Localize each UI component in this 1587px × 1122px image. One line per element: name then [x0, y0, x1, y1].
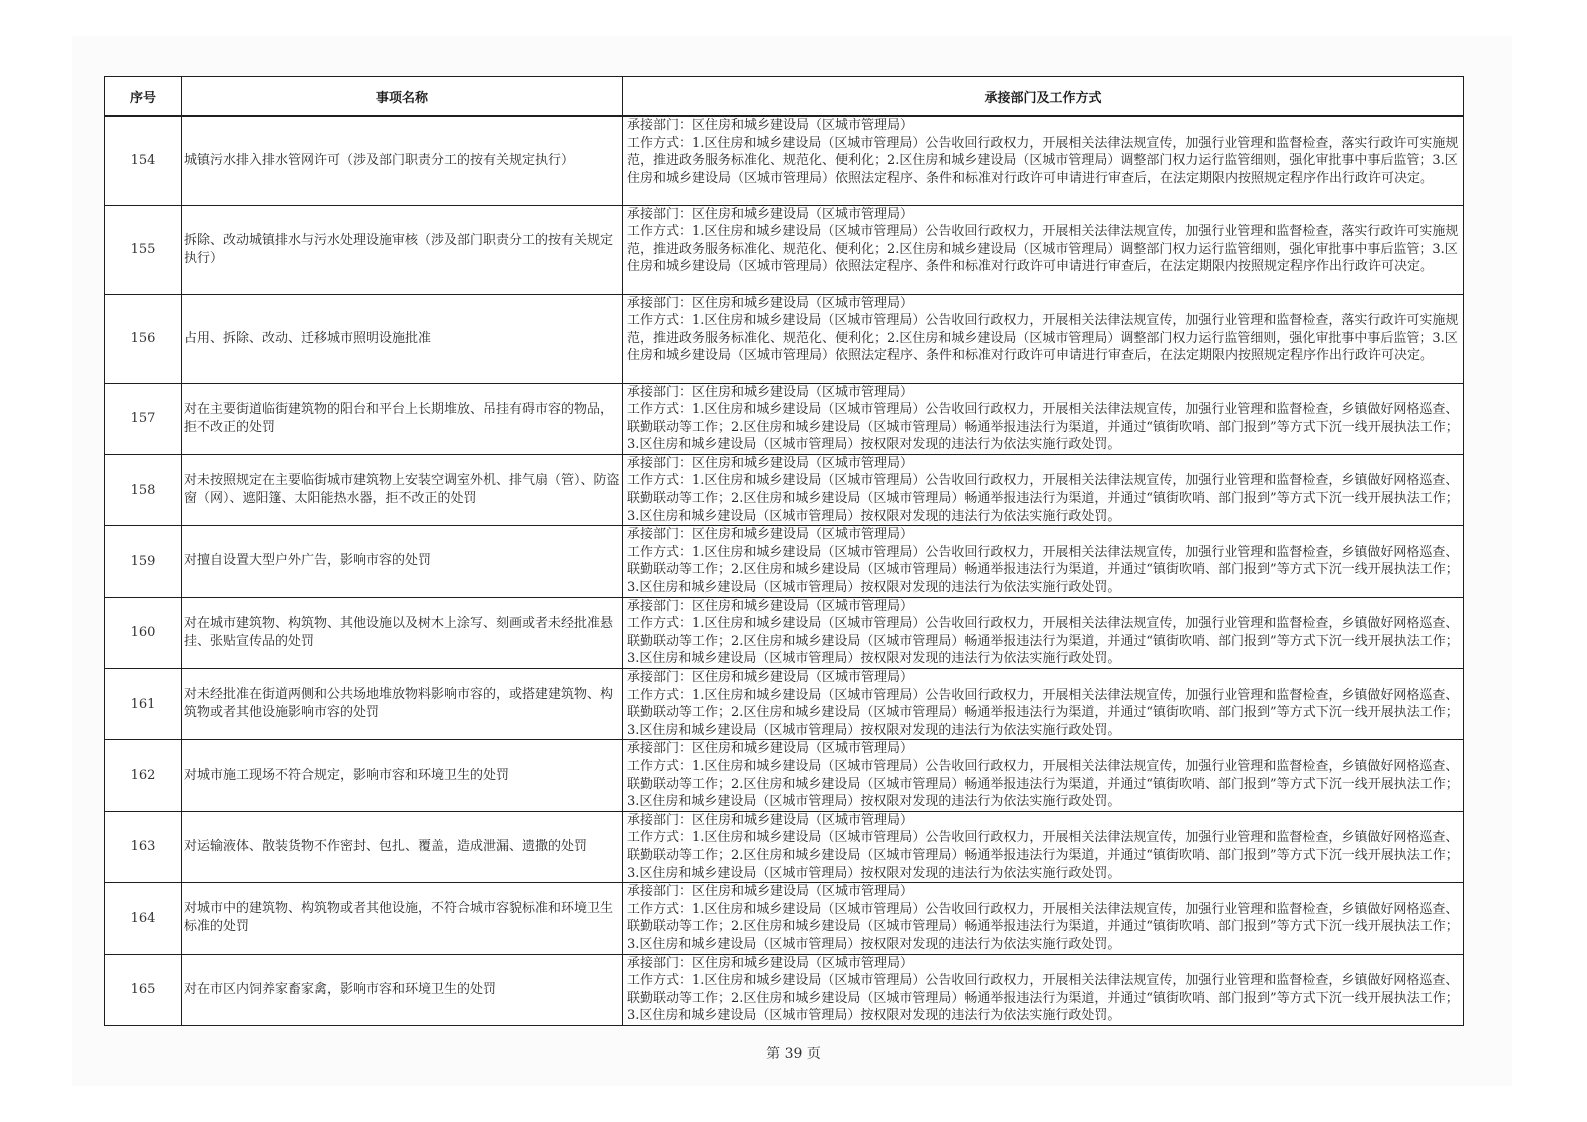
table-row	[105, 116, 1464, 205]
header-seq: 序号	[105, 77, 182, 117]
table-row	[105, 205, 1464, 294]
row-dept-method	[623, 205, 1464, 294]
table-row	[105, 954, 1464, 1025]
row-dept: 承接部门：区住房和城乡建设局（区城市管理局）	[627, 384, 914, 400]
row-item-name: 对在市区内饲养家畜家禽，影响市容和环境卫生的处罚	[182, 954, 623, 1025]
row-seq: 155	[105, 205, 182, 294]
row-dept: 承接部门：区住房和城乡建设局（区城市管理局）	[627, 812, 914, 828]
page-number: 第 39 页	[766, 1046, 821, 1062]
row-item-name: 对在主要街道临街建筑物的阳台和平台上长期堆放、吊挂有碍市容的物品，拒不改正的处罚	[182, 383, 623, 454]
row-method: 工作方式：1.区住房和城乡建设局（区城市管理局）公告收回行政权力，开展相关法律法规宣传，加强行业管理和监督检查，乡镇做好网格巡查、联勤联动等工作；2.区住房和城乡建设局（区城市管理局）畅通举报违法行为渠道，并通过“镇街吹哨、部门报到”等方式下沉一线开展执法工作；3.区住房和城乡建设局（区城市管理局）按权限对发现的违法行为依法实施行政处罚。	[627, 830, 1459, 881]
row-method: 工作方式：1.区住房和城乡建设局（区城市管理局）公告收回行政权力，开展相关法律法规宣传，加强行业管理和监督检查，乡镇做好网格巡查、联勤联动等工作；2.区住房和城乡建设局（区城市管理局）畅通举报违法行为渠道，并通过“镇街吹哨、部门报到”等方式下沉一线开展执法工作；3.区住房和城乡建设局（区城市管理局）按权限对发现的违法行为依法实施行政处罚。	[627, 544, 1459, 596]
row-method: 工作方式：1.区住房和城乡建设局（区城市管理局）公告收回行政权力，开展相关法律法规宣传，加强行业管理和监督检查，乡镇做好网格巡查、联勤联动等工作；2.区住房和城乡建设局（区城市管理局）畅通举报违法行为渠道，并通过“镇街吹哨、部门报到”等方式下沉一线开展执法工作；3.区住房和城乡建设局（区城市管理局）按权限对发现的违法行为依法实施行政处罚。	[627, 402, 1459, 453]
row-dept: 承接部门：区住房和城乡建设局（区城市管理局）	[627, 955, 914, 971]
row-dept: 承接部门：区住房和城乡建设局（区城市管理局）	[627, 670, 914, 685]
row-dept: 承接部门：区住房和城乡建设局（区城市管理局）	[627, 884, 914, 900]
row-dept: 承接部门：区住房和城乡建设局（区城市管理局）	[627, 455, 914, 471]
row-method: 工作方式：1.区住房和城乡建设局（区城市管理局）公告收回行政权力，开展相关法律法规宣传，加强行业管理和监督检查，落实行政许可实施规范，推进政务服务标准化、规范化、便利化；2.区住房和城乡建设局（区城市管理局）调整部门权力运行监管细则，强化审批事中事后监管；3.区住房和城乡建设局（区城市管理局）依照法定程序、条件和标准对行政许可申请进行审查后，在法定期限内按照规定程序作出行政许可决定。	[627, 313, 1459, 364]
row-seq: 161	[105, 669, 182, 740]
row-seq: 164	[105, 883, 182, 954]
table-row	[105, 883, 1464, 954]
row-item-name: 对城市中的建筑物、构筑物或者其他设施，不符合城市容貌标准和环境卫生标准的处罚	[182, 883, 623, 954]
row-dept: 承接部门：区住房和城乡建设局（区城市管理局）	[627, 295, 914, 311]
row-seq: 154	[105, 116, 182, 205]
table-row	[105, 526, 1464, 597]
row-method: 工作方式：1.区住房和城乡建设局（区城市管理局）公告收回行政权力，开展相关法律法规宣传，加强行业管理和监督检查，乡镇做好网格巡查、联勤联动等工作；2.区住房和城乡建设局（区城市管理局）畅通举报违法行为渠道，并通过“镇街吹哨、部门报到”等方式下沉一线开展执法工作；3.区住房和城乡建设局（区城市管理局）按权限对发现的违法行为依法实施行政处罚。	[627, 473, 1459, 524]
table-row	[105, 383, 1464, 454]
row-dept-method	[623, 597, 1464, 668]
row-item-name: 城镇污水排入排水管网许可（涉及部门职责分工的按有关规定执行）	[182, 116, 623, 205]
row-method: 工作方式：1.区住房和城乡建设局（区城市管理局）公告收回行政权力，开展相关法律法规宣传，加强行业管理和监督检查，乡镇做好网格巡查、联勤联动等工作；2.区住房和城乡建设局（区城市管理局）畅通举报违法行为渠道，并通过“镇街吹哨、部门报到”等方式下沉一线开展执法工作；3.区住房和城乡建设局（区城市管理局）按权限对发现的违法行为依法实施行政处罚。	[627, 901, 1459, 952]
items-table	[104, 76, 1464, 1026]
row-dept-method	[623, 116, 1464, 205]
row-dept: 承接部门：区住房和城乡建设局（区城市管理局）	[627, 598, 914, 614]
table-row	[105, 740, 1464, 811]
row-seq: 160	[105, 597, 182, 668]
row-method: 工作方式：1.区住房和城乡建设局（区城市管理局）公告收回行政权力，开展相关法律法规宣传，加强行业管理和监督检查，乡镇做好网格巡查、联勤联动等工作；2.区住房和城乡建设局（区城市管理局）畅通举报违法行为渠道，并通过“镇街吹哨、部门报到”等方式下沉一线开展执法工作；3.区住房和城乡建设局（区城市管理局）按权限对发现的违法行为依法实施行政处罚。	[627, 758, 1459, 810]
row-seq: 165	[105, 954, 182, 1025]
row-dept-method	[623, 740, 1464, 811]
table-body	[105, 116, 1464, 1025]
table-row	[105, 597, 1464, 668]
header-item-name: 事项名称	[182, 77, 623, 117]
row-seq: 163	[105, 811, 182, 882]
row-seq: 159	[105, 526, 182, 597]
row-seq: 158	[105, 454, 182, 525]
table-header-row	[105, 77, 1464, 117]
row-method: 工作方式：1.区住房和城乡建设局（区城市管理局）公告收回行政权力，开展相关法律法规宣传，加强行业管理和监督检查，乡镇做好网格巡查、联勤联动等工作；2.区住房和城乡建设局（区城市管理局）畅通举报违法行为渠道，并通过“镇街吹哨、部门报到”等方式下沉一线开展执法工作；3.区住房和城乡建设局（区城市管理局）按权限对发现的违法行为依法实施行政处罚。	[627, 687, 1459, 738]
row-item-name: 对城市施工现场不符合规定，影响市容和环境卫生的处罚	[182, 740, 623, 811]
row-item-name: 占用、拆除、改动、迁移城市照明设施批准	[182, 294, 623, 383]
row-seq: 157	[105, 383, 182, 454]
row-item-name: 对在城市建筑物、构筑物、其他设施以及树木上涂写、刻画或者未经批准悬挂、张贴宣传品的处罚	[182, 597, 623, 668]
table-row	[105, 294, 1464, 383]
row-dept-method	[623, 811, 1464, 882]
row-seq: 156	[105, 294, 182, 383]
row-dept-method	[623, 294, 1464, 383]
row-item-name: 对未按照规定在主要临街城市建筑物上安装空调室外机、排气扇（管）、防盗窗（网）、遮阳篷、太阳能热水器，拒不改正的处罚	[182, 454, 623, 525]
row-item-name: 对未经批准在街道两侧和公共场地堆放物料影响市容的，或搭建建筑物、构筑物或者其他设施影响市容的处罚	[182, 669, 623, 740]
row-dept: 承接部门：区住房和城乡建设局（区城市管理局）	[627, 527, 914, 543]
row-dept: 承接部门：区住房和城乡建设局（区城市管理局）	[627, 741, 914, 757]
row-method: 工作方式：1.区住房和城乡建设局（区城市管理局）公告收回行政权力，开展相关法律法规宣传，加强行业管理和监督检查，落实行政许可实施规范，推进政务服务标准化、规范化、便利化；2.区住房和城乡建设局（区城市管理局）调整部门权力运行监管细则，强化审批事中事后监管；3.区住房和城乡建设局（区城市管理局）依照法定程序、条件和标准对行政许可申请进行审查后，在法定期限内按照规定程序作出行政许可决定。	[627, 224, 1459, 275]
table-row	[105, 454, 1464, 525]
row-dept-method	[623, 669, 1464, 740]
header-dept-method: 承接部门及工作方式	[623, 77, 1464, 117]
row-item-name: 拆除、改动城镇排水与污水处理设施审核（涉及部门职责分工的按有关规定执行）	[182, 205, 623, 294]
row-item-name: 对擅自设置大型户外广告，影响市容的处罚	[182, 526, 623, 597]
row-dept-method	[623, 526, 1464, 597]
table-row	[105, 669, 1464, 740]
row-method: 工作方式：1.区住房和城乡建设局（区城市管理局）公告收回行政权力，开展相关法律法规宣传，加强行业管理和监督检查，落实行政许可实施规范，推进政务服务标准化、规范化、便利化；2.区住房和城乡建设局（区城市管理局）调整部门权力运行监管细则，强化审批事中事后监管；3.区住房和城乡建设局（区城市管理局）依照法定程序、条件和标准对行政许可申请进行审查后，在法定期限内按照规定程序作出行政许可决定。	[627, 135, 1459, 186]
row-dept-method	[623, 383, 1464, 454]
row-dept: 承接部门：区住房和城乡建设局（区城市管理局）	[627, 118, 914, 133]
row-method: 工作方式：1.区住房和城乡建设局（区城市管理局）公告收回行政权力，开展相关法律法规宣传，加强行业管理和监督检查，乡镇做好网格巡查、联勤联动等工作；2.区住房和城乡建设局（区城市管理局）畅通举报违法行为渠道，并通过“镇街吹哨、部门报到”等方式下沉一线开展执法工作；3.区住房和城乡建设局（区城市管理局）按权限对发现的违法行为依法实施行政处罚。	[627, 616, 1459, 667]
row-seq: 162	[105, 740, 182, 811]
row-dept-method	[623, 954, 1464, 1025]
row-dept-method	[623, 883, 1464, 954]
table-row	[105, 811, 1464, 882]
row-dept: 承接部门：区住房和城乡建设局（区城市管理局）	[627, 206, 914, 222]
row-dept-method	[623, 454, 1464, 525]
row-item-name: 对运输液体、散装货物不作密封、包扎、覆盖，造成泄漏、遗撒的处罚	[182, 811, 623, 882]
row-method: 工作方式：1.区住房和城乡建设局（区城市管理局）公告收回行政权力，开展相关法律法规宣传，加强行业管理和监督检查，乡镇做好网格巡查、联勤联动等工作；2.区住房和城乡建设局（区城市管理局）畅通举报违法行为渠道，并通过“镇街吹哨、部门报到”等方式下沉一线开展执法工作；3.区住房和城乡建设局（区城市管理局）按权限对发现的违法行为依法实施行政处罚。	[627, 973, 1459, 1024]
